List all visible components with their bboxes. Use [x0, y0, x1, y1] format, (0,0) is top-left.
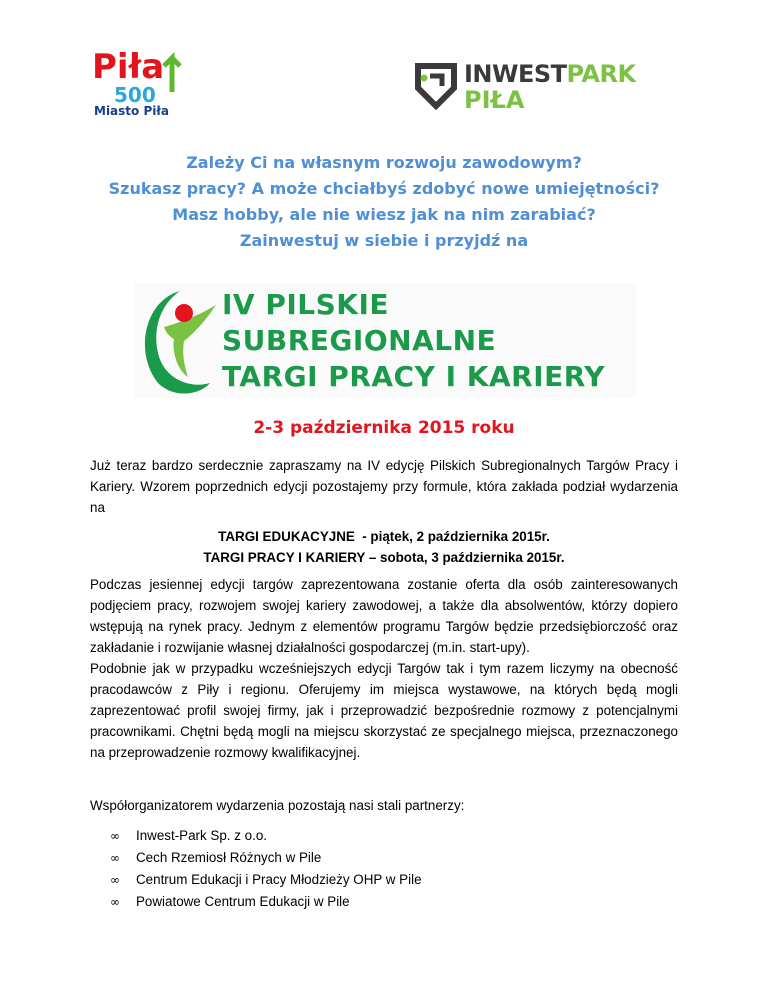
- inwest-park-city: PIŁA: [464, 86, 525, 114]
- banner-line: TARGI PRACY I KARIERY: [222, 360, 606, 393]
- pila-logo-graphic: [92, 44, 192, 106]
- event-date: 2-3 października 2015 roku: [253, 418, 515, 438]
- banner-line: SUBREGIONALNE: [222, 324, 497, 357]
- person-swoosh-icon: [134, 283, 224, 398]
- infinity-bullet-icon: ∞: [110, 873, 120, 887]
- logo-miasto-pila: [92, 44, 192, 120]
- intro-line: Szukasz pracy? A może chciałbyś zdobyć nowe umiejętności?: [108, 179, 660, 198]
- banner-line: IV PILSKIE: [222, 288, 390, 321]
- list-item: [110, 847, 422, 869]
- intro-questions: [0, 150, 768, 254]
- list-item: [110, 891, 422, 913]
- infinity-bullet-icon: ∞: [110, 851, 120, 865]
- arrow-up-icon: [164, 58, 180, 92]
- logo-inwest-park: [412, 58, 652, 114]
- event-banner: [134, 283, 636, 398]
- list-item: [110, 869, 422, 891]
- partners-list: [110, 825, 422, 913]
- inwest-park-emblem-icon: [412, 60, 460, 112]
- inwest-word: INWEST: [464, 60, 567, 88]
- partner-name: Cech Rzemiosł Różnych w Pile: [136, 850, 322, 865]
- infinity-bullet-icon: ∞: [110, 829, 120, 843]
- intro-line: Masz hobby, ale nie wiesz jak na nim zarabiać?: [172, 205, 596, 224]
- list-item: [110, 825, 422, 847]
- partner-name: Centrum Edukacji i Pracy Młodzieży OHP w Pile: [136, 872, 422, 887]
- intro-line: Zależy Ci na własnym rozwoju zawodowym?: [186, 153, 582, 172]
- pila-logo-caption: Miasto Piła: [94, 104, 169, 118]
- inwest-park-name: [464, 60, 636, 88]
- partners-intro: Współorganizatorem wydarzenia pozostają nasi stali partnerzy:: [90, 798, 465, 813]
- invitation-paragraph: Już teraz bardzo serdecznie zapraszamy na IV edycję Pilskich Subregionalnych Targów Pracy i Kariery. Wzorem poprzednich edycji pozostajemy przy formule, która zakłada podział wydarzenia na: [90, 458, 678, 515]
- intro-line: Zainwestuj w siebie i przyjdź na: [239, 231, 529, 250]
- infinity-bullet-icon: ∞: [110, 895, 120, 909]
- park-word: PARK: [566, 60, 636, 88]
- event-schedule: [0, 526, 768, 568]
- pila-logo-number: 500: [114, 83, 156, 106]
- offer-paragraph: Podczas jesiennej edycji targów zaprezentowana zostanie oferta dla osób zainteresowanych podjęciem pracy, rozwojem swojej kariery zawodowej, a także dla absolwentów, którzy dopiero wstępują na rynek pracy. Jednym z elementów programu Targów będzie przedsiębiorczość oraz zakładanie i rozwijanie własnej działalności gospodarczej (m.in. start-upy).: [90, 577, 678, 655]
- schedule-line: TARGI EDUKACYJNE - piątek, 2 października 2015r.: [218, 529, 550, 544]
- employers-paragraph: Podobnie jak w przypadku wcześniejszych edycji Targów tak i tym razem liczymy na obecność pracodawców z Piły i regionu. Oferujemy im miejsca wystawowe, na których będą mogli zaprezentować profil swojej firmy, jak i przeprowadzić bezpośrednie rozmowy z potencjalnymi pracownikami. Chętni będą mogli na miejscu skorzystać ze specjalnego miejsca, przeznaczonego na przeprowadzenie rozmowy kwalifikacyjnej.: [90, 661, 678, 760]
- schedule-line: TARGI PRACY I KARIERY – sobota, 3 października 2015r.: [203, 550, 565, 565]
- partner-name: Powiatowe Centrum Edukacji w Pile: [136, 894, 350, 909]
- pila-logo-word: Piła: [92, 47, 165, 87]
- description-paragraphs: [90, 574, 678, 763]
- partner-name: Inwest-Park Sp. z o.o.: [136, 828, 267, 843]
- banner-title: [222, 287, 605, 395]
